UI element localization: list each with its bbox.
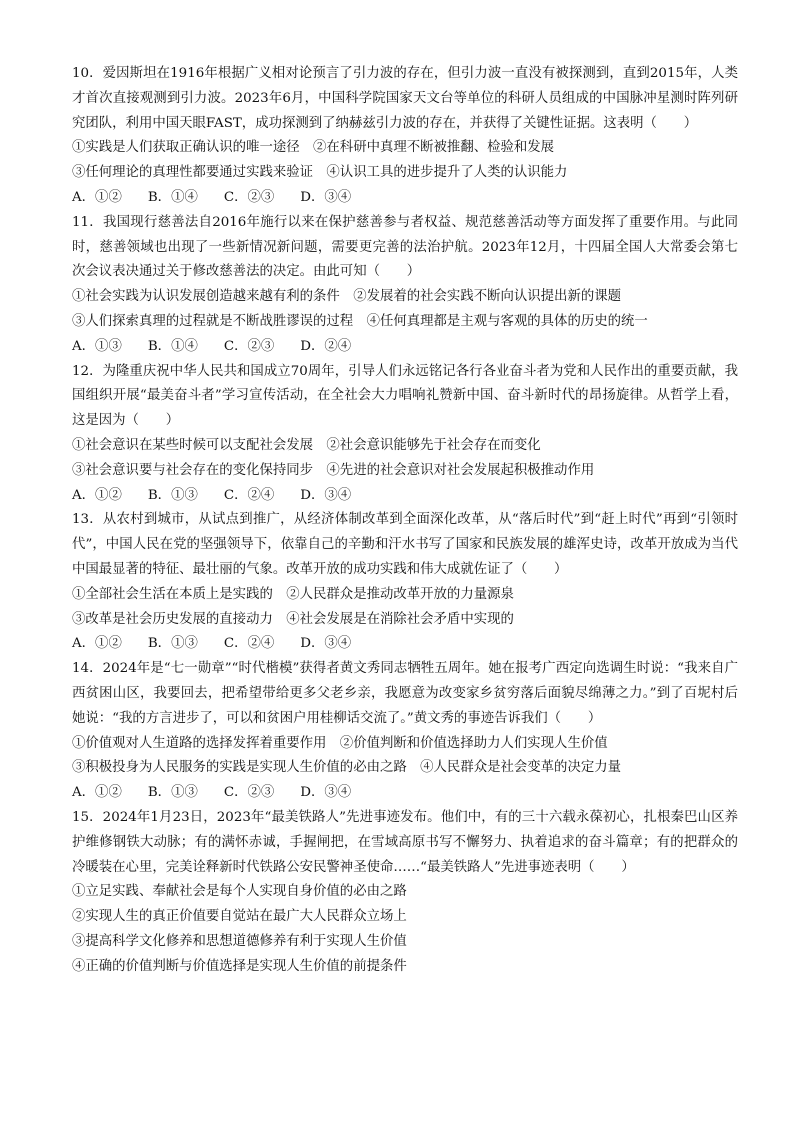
choice-d[interactable]: D．③④ (300, 636, 352, 652)
choice-a[interactable]: A．①② (72, 785, 122, 801)
question-12 (72, 360, 738, 509)
option-line: ③积极投身为人民服务的实践是实现人生价值的必由之路 ④人民群众是社会变革的决定力量 (72, 760, 622, 776)
answer-choices (72, 781, 738, 806)
question-15 (72, 806, 738, 980)
choice-d[interactable]: D．②④ (300, 338, 352, 354)
option-line: ③人们探索真理的过程就是不断战胜谬误的过程 ④任何真理都是主观与客观的具体的历史的统一 (72, 313, 648, 329)
answer-choices (72, 186, 738, 211)
choice-d[interactable]: D．③④ (300, 487, 352, 503)
choice-c[interactable]: C．②③ (223, 338, 275, 354)
choice-a[interactable]: A．①② (72, 189, 122, 205)
option-line: ①全部社会生活在本质上是实践的 ②人民群众是推动改革开放的力量源泉 (72, 586, 514, 602)
option-line: ②实现人生的真正价值要自觉站在最广大人民群众立场上 (72, 909, 407, 925)
option-line: ③社会意识要与社会存在的变化保持同步 ④先进的社会意识对社会发展起积极推动作用 (72, 462, 595, 478)
question-stem: 10．爱因斯坦在1916年根据广义相对论预言了引力波的存在，但引力波一直没有被探测到，直到2015年，人类才首次直接观测到引力波。2023年6月，中国科学院国家天文台等单位的科研人员组成的中国脉冲星测时阵列研究团队，利用中国天眼FAST，成功探测到了纳赫兹引力波的存在，并获得了关键性证据。这表明（ ） (72, 66, 738, 131)
question-stem: 15．2024年1月23日，2023年“最美铁路人”先进事迹发布。他们中，有的三十六载永葆初心，扎根秦巴山区养护维修钢铁大动脉；有的满怀赤诚，手握闸把，在雪域高原书写不懈努力、执着追求的奋斗篇章；有的把群众的冷暖装在心里，完美诠释新时代铁路公安民警神圣使命……“最美铁路人”先进事迹表明（ ） (72, 809, 738, 875)
answer-choices (72, 484, 738, 509)
answer-choices (72, 335, 738, 360)
option-line: ③任何理论的真理性都要通过实践来验证 ④认识工具的进步提升了人类的认识能力 (72, 165, 568, 181)
choice-a[interactable]: A．①③ (72, 338, 122, 354)
option-line: ①立足实践、奉献社会是每个人实现自身价值的必由之路 (72, 884, 407, 900)
choice-c[interactable]: C．②③ (223, 785, 275, 801)
choice-d[interactable]: D．③④ (300, 189, 352, 205)
choice-a[interactable]: A．①② (72, 487, 122, 503)
option-line: ④正确的价值判断与价值选择是实现人生价值的前提条件 (72, 958, 407, 974)
question-stem: 11．我国现行慈善法自2016年施行以来在保护慈善参与者权益、规范慈善活动等方面发挥了重要作用。与此同时，慈善领域也出现了一些新情况新问题，需要更完善的法治护航。2023年12月，十四届全国人大常委会第七次会议表决通过关于修改慈善法的决定。由此可知（ ） (72, 214, 738, 280)
choice-b[interactable]: B．①④ (147, 189, 198, 205)
question-stem: 14．2024年是“七一勋章”“时代楷模”获得者黄文秀同志牺牲五周年。她在报考广西定向选调生时说：“我来自广西贫困山区，我要回去，把希望带给更多父老乡亲，我愿意为改变家乡贫穷落后面貌尽绵薄之力。”到了百坭村后她说：“我的方言进步了，可以和贫困户用桂柳话交流了。”黄文秀的事迹告诉我们（ ） (72, 661, 738, 726)
question-13 (72, 508, 738, 657)
choice-c[interactable]: C．②④ (223, 636, 275, 652)
option-line: ①社会意识在某些时候可以支配社会发展 ②社会意识能够先于社会存在而变化 (72, 437, 541, 453)
option-line: ①价值观对人生道路的选择发挥着重要作用 ②价值判断和价值选择助力人们实现人生价值 (72, 735, 608, 751)
choice-a[interactable]: A．①② (72, 636, 122, 652)
choice-b[interactable]: B．①③ (147, 487, 198, 503)
question-14 (72, 657, 738, 806)
exam-page (72, 62, 738, 979)
choice-b[interactable]: B．①③ (147, 636, 198, 652)
answer-choices (72, 632, 738, 657)
option-line: ③改革是社会历史发展的直接动力 ④社会发展是在消除社会矛盾中实现的 (72, 611, 514, 627)
question-11 (72, 211, 738, 360)
choice-b[interactable]: B．①③ (147, 785, 198, 801)
question-stem: 12．为隆重庆祝中华人民共和国成立70周年，引导人们永远铭记各行各业奋斗者为党和人民作出的重要贡献，我国组织开展“最美奋斗者”学习宣传活动，在全社会大力唱响礼赞新中国、奋斗新时代的昂扬旋律。从哲学上看，这是因为（ ） (72, 363, 738, 429)
choice-c[interactable]: C．②④ (223, 487, 275, 503)
choice-b[interactable]: B．①④ (147, 338, 198, 354)
choice-d[interactable]: D．③④ (300, 785, 352, 801)
option-line: ①社会实践为认识发展创造越来越有利的条件 ②发展着的社会实践不断向认识提出新的课题 (72, 289, 622, 305)
question-stem: 13．从农村到城市，从试点到推广，从经济体制改革到全面深化改革，从“落后时代”到“赶上时代”再到“引领时代”，中国人民在党的坚强领导下，依靠自己的辛勤和汗水书写了国家和民族发展的雄浑史诗，改革开放成为当代中国最显著的特征、最壮丽的气象。改革开放的成功实践和伟大成就佐证了（ ） (72, 512, 738, 577)
choice-c[interactable]: C．②③ (223, 189, 275, 205)
option-line: ①实践是人们获取正确认识的唯一途径 ②在科研中真理不断被推翻、检验和发展 (72, 140, 555, 156)
option-line: ③提高科学文化修养和思想道德修养有利于实现人生价值 (72, 933, 407, 949)
question-10 (72, 62, 738, 211)
